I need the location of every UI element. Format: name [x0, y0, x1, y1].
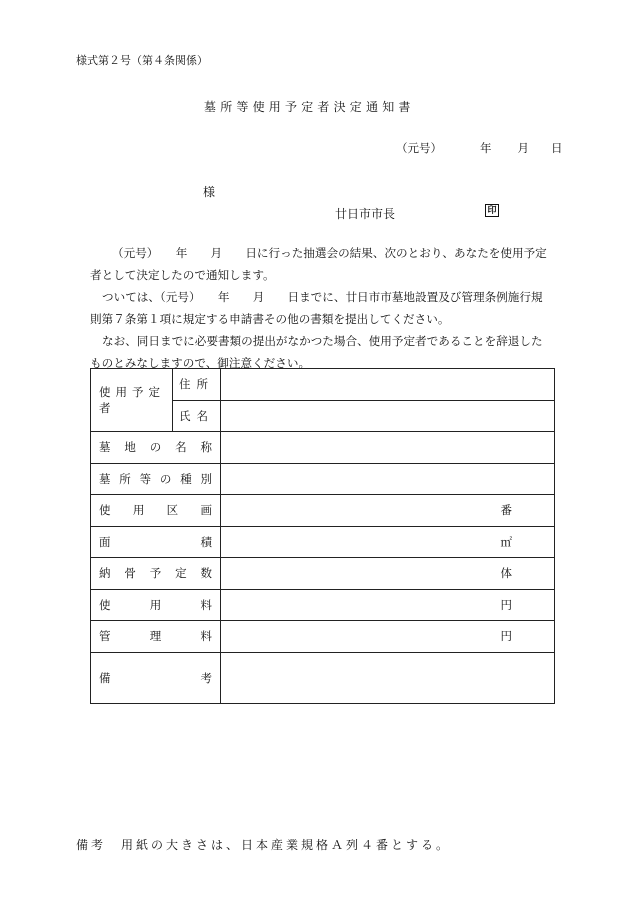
area-unit: ㎡	[221, 526, 555, 558]
remarks-value	[221, 652, 555, 703]
interment-count-unit: 体	[221, 558, 555, 590]
plot-section-label	[99, 502, 212, 518]
plot-type-value	[221, 463, 555, 495]
label-char: 備	[99, 670, 111, 685]
label-char: 使	[99, 597, 111, 612]
label-char: 墓	[99, 440, 111, 455]
address-value	[221, 369, 555, 401]
info-table	[90, 368, 555, 704]
plot-section-unit: 番	[221, 495, 555, 527]
label-char: 等	[139, 471, 152, 486]
table-row	[91, 463, 555, 495]
table-row	[91, 621, 555, 653]
body-paragraph-1-line-2: 者として決定したので通知します。	[90, 268, 275, 282]
date-line	[396, 140, 563, 156]
label-char: 用	[132, 503, 145, 518]
interment-count-label	[99, 565, 212, 581]
label-char: 区	[166, 503, 179, 518]
body-paragraph-2-line-2: 則第７条第１項に規定する申請書その他の書類を提出してください。	[90, 312, 450, 326]
cemetery-name-label	[99, 439, 212, 455]
footer-note: 備考 用紙の大きさは、日本産業規格Ａ列４番とする。	[76, 838, 452, 852]
label-char: 骨	[124, 566, 136, 581]
label-char: 用	[149, 597, 162, 612]
table-row	[91, 526, 555, 558]
usage-fee-unit: 円	[221, 589, 555, 621]
row-label	[91, 558, 221, 590]
label-char: 定	[175, 566, 187, 581]
management-fee-label	[99, 628, 212, 644]
name-value	[221, 400, 555, 432]
label-char: 名	[175, 440, 187, 455]
label-char: 種	[180, 471, 192, 486]
label-char: 面	[99, 534, 111, 549]
label-char: 料	[200, 629, 212, 644]
label-char: 所	[119, 471, 131, 486]
address-label: 住所	[173, 369, 221, 401]
label-char: 称	[200, 440, 212, 455]
table-row	[91, 589, 555, 621]
date-day: 日	[551, 141, 563, 155]
cemetery-name-value	[221, 432, 555, 464]
label-char: 考	[200, 670, 212, 685]
table-row	[91, 432, 555, 464]
label-char: 地	[124, 440, 136, 455]
plot-type-label	[99, 471, 212, 487]
label-char: 別	[200, 471, 212, 486]
row-label	[91, 621, 221, 653]
row-label	[91, 652, 221, 703]
table-row	[91, 369, 555, 401]
row-label	[91, 589, 221, 621]
area-label	[99, 534, 212, 550]
date-era: （元号）	[396, 141, 442, 155]
label-char: の	[159, 471, 172, 486]
addressee-honorific: 様	[203, 185, 216, 199]
label-char: 数	[200, 566, 212, 581]
remarks-label	[99, 670, 212, 686]
label-char: 料	[200, 597, 212, 612]
label-char: 墓	[99, 471, 111, 486]
date-month: 月	[517, 141, 529, 155]
row-label	[91, 526, 221, 558]
label-char: 積	[200, 534, 212, 549]
table-row	[91, 558, 555, 590]
body-paragraph-3-line-1: なお、同日までに必要書類の提出がなかつた場合、使用予定者であることを辞退した	[102, 334, 543, 348]
body-paragraph-1-line-1: （元号） 年 月 日に行った抽選会の結果、次のとおり、あなたを使用予定	[112, 246, 547, 260]
label-char: の	[149, 440, 162, 455]
label-char: 予	[149, 566, 162, 581]
row-label	[91, 432, 221, 464]
document-title: 墓所等使用予定者決定通知書	[204, 100, 415, 114]
row-label	[91, 495, 221, 527]
body-paragraph-3-line-2: ものとみなしますので、御注意ください。	[90, 356, 311, 370]
row-label	[91, 463, 221, 495]
label-char: 管	[99, 629, 111, 644]
usage-fee-label	[99, 597, 212, 613]
form-number-label: 様式第２号（第４条関係）	[76, 54, 208, 67]
body-paragraph-2-line-1: ついては、（元号） 年 月 日までに、廿日市市墓地設置及び管理条例施行規	[102, 290, 543, 304]
label-char: 納	[99, 566, 111, 581]
label-char: 画	[200, 503, 212, 518]
applicant-label-cell	[91, 369, 173, 432]
table-row	[91, 652, 555, 703]
date-year: 年	[480, 141, 492, 155]
label-char: 理	[149, 629, 162, 644]
applicant-label: 使用予定者	[99, 385, 165, 415]
management-fee-unit: 円	[221, 621, 555, 653]
table-row	[91, 495, 555, 527]
label-char: 使	[99, 503, 111, 518]
name-label: 氏名	[173, 400, 221, 432]
sender-name: 廿日市市長	[335, 207, 396, 221]
seal-mark: 印	[485, 204, 499, 217]
